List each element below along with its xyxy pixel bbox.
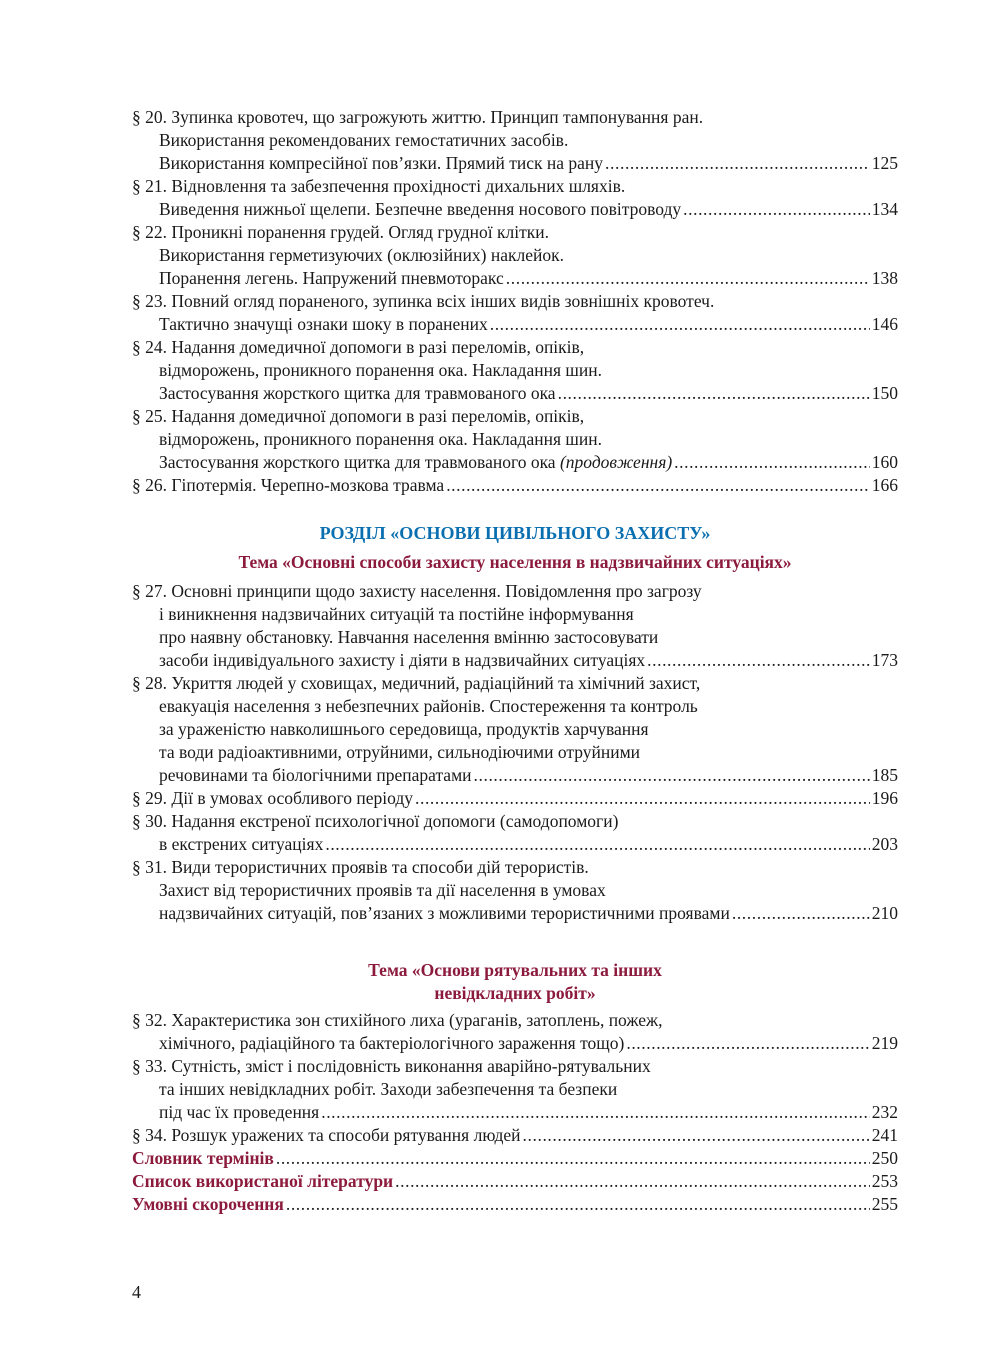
toc-entry-line: § 30. Надання екстреної психологічної допомоги (самодопомоги): [132, 811, 619, 831]
toc-entry-title-text: Використання компресійної пов’язки. Прямий тиск на рану: [159, 153, 604, 173]
toc-entry-title: [159, 1101, 319, 1124]
dot-leader: [683, 198, 870, 221]
toc-entry[interactable]: [132, 221, 898, 290]
toc-entry[interactable]: [132, 810, 898, 856]
toc-entry-title-text: Виведення нижньої щелепи. Безпечне введення носового повітроводу: [159, 199, 682, 219]
toc-entry-title: [159, 902, 730, 925]
toc-entry-line: § 23. Повний огляд пораненого, зупинка всіх інших видів зовнішніх кровотеч.: [132, 291, 715, 311]
toc-entry[interactable]: [132, 856, 898, 925]
toc-entry[interactable]: [132, 175, 898, 221]
toc-appendix-page: 253: [871, 1171, 898, 1191]
toc-entry-line: § 33. Сутність, зміст і послідовність виконання аварійно-рятувальних: [132, 1056, 651, 1076]
toc-entry-leader-line: [132, 451, 898, 474]
toc-entry-line: § 31. Види терористичних проявів та способи дій терористів.: [132, 857, 589, 877]
toc-entry-page: 196: [871, 788, 898, 808]
toc-entry-page: 125: [871, 153, 898, 173]
toc-entry-title-text: Поранення легень. Напружений пневмоторакс: [159, 268, 504, 288]
toc-entry-page: 219: [871, 1033, 898, 1053]
toc-entry-title-text: Тактично значущі ознаки шоку в поранених: [159, 314, 488, 334]
toc-page: [132, 106, 898, 1216]
toc-entry-line: та інших невідкладних робіт. Заходи забезпечення та безпеки: [159, 1079, 618, 1099]
toc-entry-line: евакуація населення з небезпечних районів. Спостереження та контроль: [159, 696, 698, 716]
toc-entry-leader-line: [132, 787, 898, 810]
toc-appendix-title: Словник термінів: [132, 1148, 274, 1168]
toc-entry-leader-line: [132, 649, 898, 672]
dot-leader: [286, 1193, 870, 1216]
toc-appendix-entry[interactable]: [132, 1147, 898, 1170]
topic-title-rescue: [132, 959, 898, 1005]
toc-entry-line: Використання рекомендованих гемостатичних засобів.: [159, 130, 569, 150]
topic-title-rescue-line2: невідкладних робіт»: [434, 983, 596, 1003]
dot-leader: [395, 1170, 870, 1193]
dot-leader: [558, 382, 870, 405]
toc-entry-title: [159, 198, 681, 221]
dot-leader: [415, 787, 870, 810]
toc-group-rescue-works: [132, 1009, 898, 1147]
toc-entry-title: [159, 267, 504, 290]
toc-entry[interactable]: [132, 1055, 898, 1124]
toc-appendix-entry[interactable]: [132, 1193, 898, 1216]
toc-entry-line: Використання герметизуючих (оклюзійних) наклейок.: [159, 245, 564, 265]
toc-appendix-title: Список використаної літератури: [132, 1171, 394, 1191]
toc-entry-title: [159, 649, 645, 672]
toc-entry-page: 241: [871, 1125, 898, 1145]
toc-entry-line: Захист від терористичних проявів та дії населення в умовах: [159, 880, 606, 900]
toc-entry-page: 185: [871, 765, 898, 785]
dot-leader: [446, 474, 870, 497]
toc-entry-title-text: засоби індивідуального захисту і діяти в надзвичайних ситуаціях: [159, 650, 646, 670]
toc-entry-leader-line: [132, 267, 898, 290]
dot-leader: [605, 152, 870, 175]
toc-entry-line: § 22. Проникні поранення грудей. Огляд грудної клітки.: [132, 222, 549, 242]
toc-entry[interactable]: [132, 405, 898, 474]
toc-entry-page: 173: [871, 650, 898, 670]
dot-leader: [490, 313, 870, 336]
toc-appendix-entry[interactable]: [132, 1170, 898, 1193]
toc-entry-page: 203: [871, 834, 898, 854]
toc-entry-page: 138: [871, 268, 898, 288]
dot-leader: [321, 1101, 870, 1124]
toc-appendix-page: 250: [871, 1148, 898, 1168]
toc-entry-title-text: в екстрених ситуаціях: [159, 834, 324, 854]
toc-entry[interactable]: [132, 672, 898, 787]
toc-entry-page: 160: [871, 452, 898, 472]
dot-leader: [474, 764, 870, 787]
dot-leader: [647, 649, 870, 672]
toc-appendix-title: Умовні скорочення: [132, 1194, 284, 1214]
toc-entry-leader-line: [132, 198, 898, 221]
toc-entry-leader-line: [132, 1124, 898, 1147]
toc-entry-leader-line: [132, 902, 898, 925]
dot-leader: [626, 1032, 869, 1055]
topic-title-protection: Тема «Основні способи захисту населення в надзвичайних ситуаціях»: [238, 552, 792, 572]
toc-entry-title: [159, 152, 603, 175]
toc-group-appendix: [132, 1147, 898, 1216]
toc-entry-line: § 25. Надання домедичної допомоги в разі переломів, опіків,: [132, 406, 585, 426]
dot-leader: [276, 1147, 870, 1170]
toc-entry-title: [159, 764, 472, 787]
toc-entry-line: § 27. Основні принципи щодо захисту населення. Повідомлення про загрозу: [132, 581, 702, 601]
toc-entry-page: 166: [871, 475, 898, 495]
toc-entry-title: [132, 787, 413, 810]
toc-entry-page: 210: [871, 903, 898, 923]
toc-entry-title-text: § 26. Гіпотермія. Черепно-мозкова травма: [132, 475, 445, 495]
toc-appendix-page: 255: [871, 1194, 898, 1214]
section-title: РОЗДІЛ «ОСНОВИ ЦИВІЛЬНОГО ЗАХИСТУ»: [319, 523, 711, 543]
toc-entry-title: [159, 451, 672, 474]
toc-entry-title: [132, 1124, 521, 1147]
toc-group-civil-protection: [132, 580, 898, 925]
toc-entry[interactable]: [132, 290, 898, 336]
toc-entry[interactable]: [132, 787, 898, 810]
toc-entry[interactable]: [132, 580, 898, 672]
toc-entry-title-text: § 29. Дії в умовах особливого періоду: [132, 788, 413, 808]
toc-entry-leader-line: [132, 833, 898, 856]
toc-entry-leader-line: [132, 382, 898, 405]
toc-entry-title-text: Застосування жорсткого щитка для травмованого ока: [159, 383, 556, 403]
toc-entry-leader-line: [132, 1101, 898, 1124]
toc-entry[interactable]: [132, 474, 898, 497]
toc-entry-line: § 32. Характеристика зон стихійного лиха (ураганів, затоплень, пожеж,: [132, 1010, 663, 1030]
toc-entry-title-text: під час їх проведення: [159, 1102, 320, 1122]
toc-entry-leader-line: [132, 474, 898, 497]
toc-entry[interactable]: [132, 1124, 898, 1147]
toc-entry-line: відморожень, проникного поранення ока. Накладання шин.: [159, 429, 602, 449]
toc-entry-title-text: речовинами та біологічними препаратами: [159, 765, 472, 785]
toc-entry-page: 146: [871, 314, 898, 334]
toc-entry-title-text: Застосування жорсткого щитка для травмованого ока: [159, 452, 556, 472]
toc-entry-line: § 24. Надання домедичної допомоги в разі переломів, опіків,: [132, 337, 585, 357]
toc-entry-line: за ураженістю навколишнього середовища, продуктів харчування: [159, 719, 649, 739]
toc-entry-title-text: § 34. Розшук уражених та способи рятування людей: [132, 1125, 521, 1145]
toc-entry-continued-note: (продовження): [559, 452, 673, 472]
dot-leader: [523, 1124, 870, 1147]
topic-title-rescue-line1: Тема «Основи рятувальних та інших: [368, 960, 662, 980]
toc-entry-line: та води радіоактивними, отруйними, сильнодіючими отруйними: [159, 742, 641, 762]
toc-entry-title: [132, 474, 444, 497]
toc-group-first-aid: [132, 106, 898, 497]
toc-entry-page: 134: [871, 199, 898, 219]
dot-leader: [732, 902, 870, 925]
dot-leader: [506, 267, 870, 290]
toc-entry-page: 150: [871, 383, 898, 403]
toc-entry[interactable]: [132, 1009, 898, 1055]
toc-entry-title-text: хімічного, радіаційного та бактеріологічного зараження тощо): [159, 1033, 625, 1053]
toc-entry-line: § 28. Укриття людей у сховищах, медичний, радіаційний та хімічний захист,: [132, 673, 701, 693]
toc-entry-leader-line: [132, 764, 898, 787]
dot-leader: [325, 833, 869, 856]
toc-entry-line: і виникнення надзвичайних ситуацій та постійне інформування: [159, 604, 634, 624]
toc-entry-title: [159, 1032, 624, 1055]
toc-entry-leader-line: [132, 313, 898, 336]
toc-entry-page: 232: [871, 1102, 898, 1122]
toc-entry-title-text: надзвичайних ситуацій, пов’язаних з можливими терористичними проявами: [159, 903, 730, 923]
toc-entry-leader-line: [132, 1032, 898, 1055]
dot-leader: [674, 451, 870, 474]
toc-entry-title: [159, 833, 323, 856]
toc-entry-title: [159, 313, 488, 336]
page-number: 4: [132, 1282, 141, 1302]
toc-entry-line: § 20. Зупинка кровотеч, що загрожують життю. Принцип тампонування ран.: [132, 107, 704, 127]
toc-entry-line: § 21. Відновлення та забезпечення прохідності дихальних шляхів.: [132, 176, 626, 196]
toc-entry-leader-line: [132, 152, 898, 175]
toc-entry-title: [159, 382, 556, 405]
toc-entry[interactable]: [132, 106, 898, 175]
toc-entry-line: про наявну обстановку. Навчання населення вмінню застосовувати: [159, 627, 659, 647]
toc-entry-line: відморожень, проникного поранення ока. Накладання шин.: [159, 360, 602, 380]
toc-entry[interactable]: [132, 336, 898, 405]
